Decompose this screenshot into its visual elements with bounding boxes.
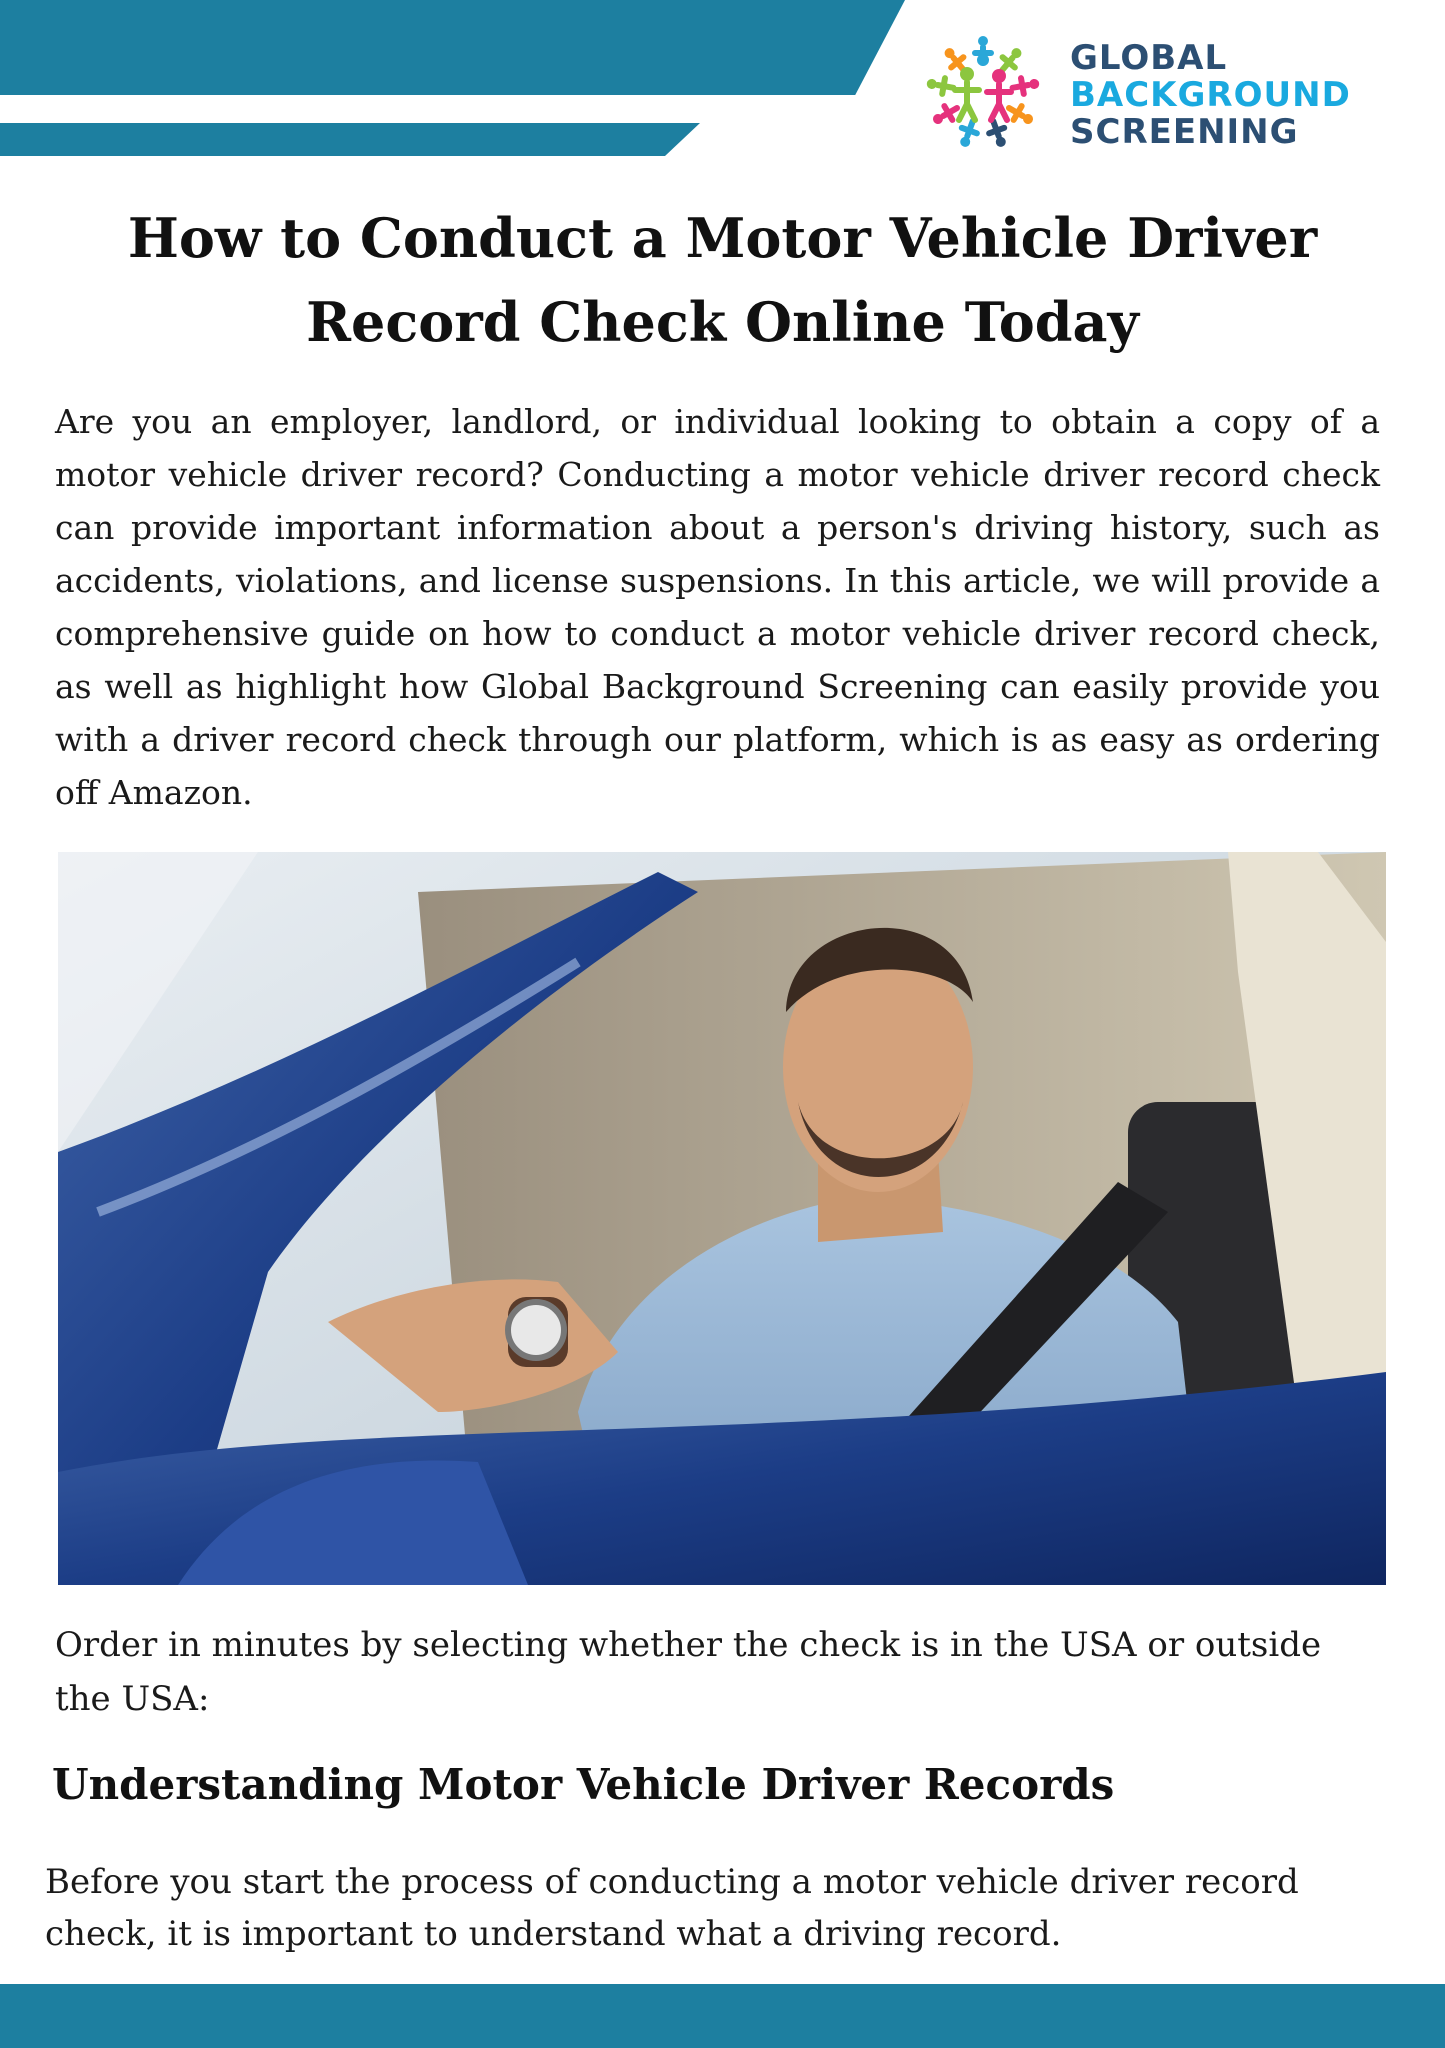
globe-people-icon bbox=[908, 18, 1058, 168]
global-background-screening-logo bbox=[908, 18, 1378, 168]
logo-word-screening: SCREENING bbox=[1070, 112, 1299, 152]
article-title-line-1: How to Conduct a Motor Vehicle Driver bbox=[127, 206, 1318, 270]
section-heading: Understanding Motor Vehicle Driver Records bbox=[52, 1760, 1115, 1809]
header-band-secondary bbox=[0, 123, 700, 156]
driver-in-car-photo bbox=[58, 852, 1386, 1585]
intro-paragraph: Are you an employer, landlord, or individual looking to obtain a copy of a motor vehicle driver record? Conducting a motor vehicle driver record check can provide important information about a person's driving history, such as accidents, violations, and license suspensions. In this article, we will provide a comprehensive guide on how to conduct a motor vehicle driver record check, as well as highlight how Global Background Screening can easily provide you with a driver record check through our platform, which is as easy as ordering off Amazon. bbox=[55, 402, 1380, 812]
section-paragraph: Before you start the process of conducting a motor vehicle driver record check, it is important to understand what a driving record. bbox=[45, 1862, 1299, 1954]
logo-word-background: BACKGROUND bbox=[1070, 75, 1351, 115]
article-title bbox=[60, 196, 1385, 364]
article-title-line-2: Record Check Online Today bbox=[306, 290, 1139, 354]
order-instructions: Order in minutes by selecting whether the check is in the USA or outside the USA: bbox=[55, 1625, 1322, 1719]
logo-wordmark bbox=[1070, 40, 1351, 151]
header-band-top bbox=[0, 0, 905, 95]
logo-word-global: GLOBAL bbox=[1070, 38, 1228, 78]
footer-band bbox=[0, 1984, 1445, 2048]
